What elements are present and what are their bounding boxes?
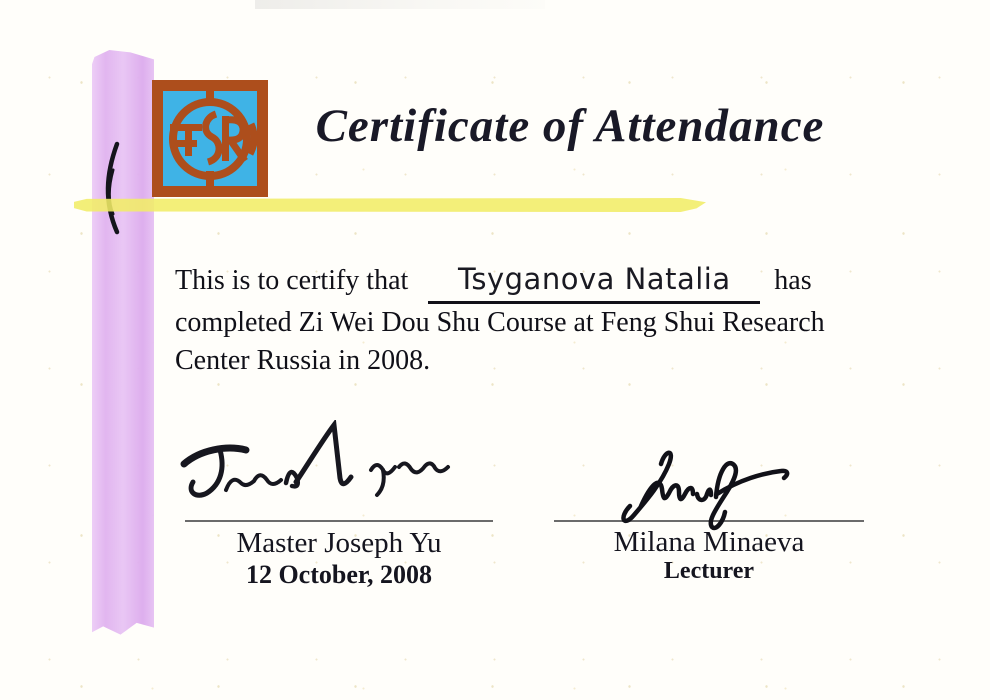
purple-highlighter-stripe bbox=[92, 50, 154, 637]
pen-mark-stroke bbox=[99, 140, 127, 236]
body-after-name: has bbox=[774, 265, 812, 296]
signer-name-left: Master Joseph Yu bbox=[236, 527, 442, 559]
signer-role: Lecturer bbox=[663, 558, 755, 584]
scan-artifact bbox=[255, 0, 545, 9]
recipient-name-underline bbox=[428, 260, 760, 304]
body-line-3: Center Russia in 2008. bbox=[175, 345, 431, 376]
signer-name-right: Milana Minaeva bbox=[613, 526, 805, 558]
recipient-name: Tsyganova Natalia bbox=[457, 262, 731, 296]
body-line-2: completed Zi Wei Dou Shu Course at Feng Shui Research bbox=[175, 307, 825, 338]
certificate-title: Certificate of Attendance bbox=[315, 100, 825, 152]
certificate-body bbox=[175, 260, 855, 380]
joseph-yu-signature bbox=[168, 420, 468, 522]
milana-minaeva-signature bbox=[613, 442, 797, 538]
signature-date: 12 October, 2008 bbox=[245, 560, 433, 589]
body-prefix: This is to certify that bbox=[175, 265, 409, 296]
yellow-highlighter-line bbox=[74, 198, 706, 212]
body-line-1 bbox=[175, 260, 855, 304]
